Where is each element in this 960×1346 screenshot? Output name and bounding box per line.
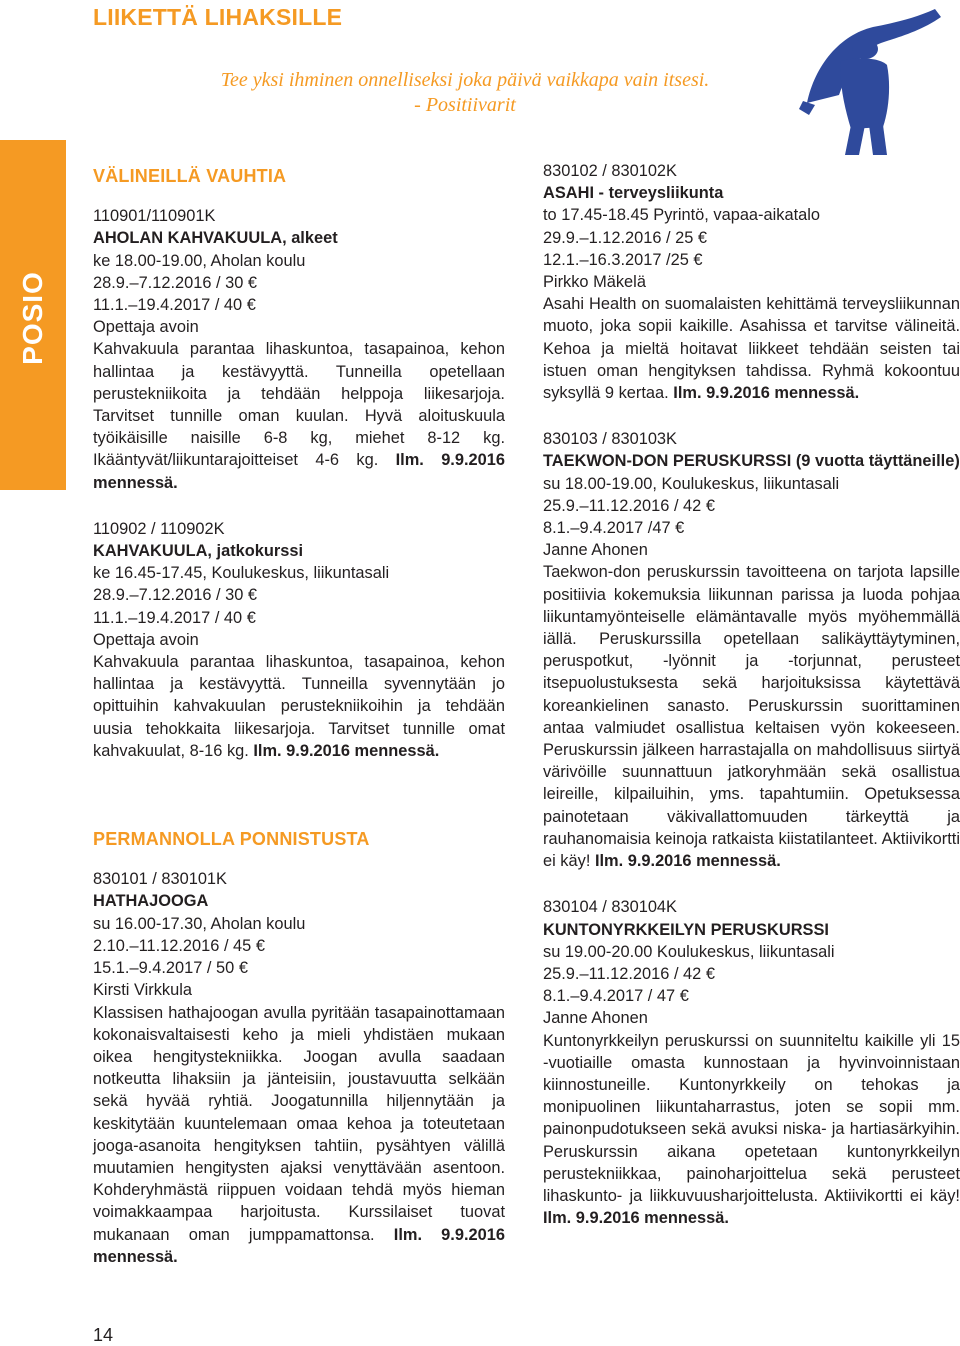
course-description-text: Klassisen hathajoogan avulla pyritään tasapainottamaan kokonaisvaltaisesti keho ja mieli yhdistäen mukaan oikea hengitystekniikka. Joogan avulla saadaan notkeutta lihaksiin ja jänteisiin, joustavuutta selkään sekä hyvää ryhtiä. Joogatunnilla hiljennytään ja keskitytään kuuntelemaan omaa kehoa ja toteutetaan jooga-asanoita hengityksen tahtiin, pysähtyen välillä muutamien hengitysten ajaksi venyttävään asentoon. Kohderyhmästä riippuen voidaan tehdä myös hieman voimakkaampaa harjoitusta. Kurssilaiset tuovat mukanaan oman jumppamattonsa. <box>93 1003 505 1244</box>
course-description <box>543 293 960 404</box>
section-title: LIIKETTÄ LIHAKSILLE <box>93 4 343 30</box>
course-teacher: Janne Ahonen <box>543 541 648 560</box>
course-title: AHOLAN KAHVAKUULA, alkeet <box>93 229 338 248</box>
course-deadline: Ilm. 9.9.2016 mennessä. <box>253 741 440 760</box>
course-description-text: Kahvakuula parantaa lihaskuntoa, tasapainoa, kehon hallintaa ja kestävyyttä. Tunneilla syvennytään jo opittuihin kahvakuulan perustekniikoihin ja tehdään uusia tehokkaita liikesarjoja. Tarvitset tunnille omat kahvakuulat, 8-16 kg. <box>93 653 505 760</box>
left-column <box>93 165 505 1292</box>
course-description <box>93 1002 505 1268</box>
quote <box>150 68 780 118</box>
course-title: ASAHI - terveysliikunta <box>543 184 724 203</box>
course-entry <box>93 868 505 1268</box>
quote-attribution: - Positiivarit <box>414 94 516 116</box>
course-period: 8.1.–9.4.2017 / 47 € <box>543 987 689 1006</box>
course-entry <box>543 428 960 872</box>
course-teacher: Pirkko Mäkelä <box>543 273 646 292</box>
course-deadline: Ilm. 9.9.2016 mennessä. <box>93 1225 505 1266</box>
course-time-place: ke 18.00-19.00, Aholan koulu <box>93 251 306 270</box>
course-code: 830103 / 830103K <box>543 430 677 449</box>
course-title: KAHVAKUULA, jatkokurssi <box>93 542 304 561</box>
course-description <box>543 561 960 872</box>
course-code: 830101 / 830101K <box>93 870 227 889</box>
course-period: 25.9.–11.12.2016 / 42 € <box>543 964 715 983</box>
course-period: 11.1.–19.4.2017 / 40 € <box>93 608 256 627</box>
course-code: 110901/110901K <box>93 207 216 226</box>
course-period: 25.9.–11.12.2016 / 42 € <box>543 496 715 515</box>
stretching-figure-logo <box>795 5 950 155</box>
spacer <box>93 786 505 828</box>
course-description <box>543 1030 960 1230</box>
side-tab-label: POSIO <box>17 271 48 365</box>
course-title: TAEKWON-DON PERUSKURSSI (9 vuotta täyttäneille) <box>543 452 960 471</box>
course-code: 830102 / 830102K <box>543 162 677 180</box>
right-column <box>543 160 960 1253</box>
course-deadline: Ilm. 9.9.2016 mennessä. <box>594 852 781 871</box>
course-description-text: Taekwon-don peruskurssin tavoitteena on tarjota lapsille positiivia kokemuksia liikunnan parissa ja luoda pohjaa liikuntamyönteiselle elämäntavalle myös myöhemmällä iällä. Peruskurssilla opetellaan salikäyttäytyminen, peruspotkut, -lyönnit ja -torjunnat, perusteet itsepuolustuksesta sekä harjoituksissa käytettävä koreankielinen sanasto. Peruskurssin suorittaminen antaa valmiudet osallistua keltaisen vyön kokeeseen. Peruskurssin jälkeen harrastajalla on mahdollisuus siirtyä värivöille suunnattuun jatkoryhmään sekä osallistua leireille, kilpailuihin, yms. tapahtumiin. Opetuksessa painotetaan väkivallattomuuden tärkeyttä ja rauhanomaisia keinoja ratkaista kiistatilanteet. Aktiivikortti ei käy! <box>543 563 960 871</box>
course-teacher: Opettaja avoin <box>93 318 199 337</box>
course-period: 2.10.–11.12.2016 / 45 € <box>93 936 265 955</box>
page-number: 14 <box>93 1325 114 1345</box>
course-period: 28.9.–7.12.2016 / 30 € <box>93 586 258 605</box>
course-teacher: Kirsti Virkkula <box>93 981 192 1000</box>
course-description-text: Kuntonyrkkeilyn peruskurssi on suunniteltu kaikille yli 15 -vuotiaille omasta kunnostaan ja hyvinvoinnistaan kiinnostuneille. Kuntonyrkkeily on tehokas ja monipuolinen liikuntaharrastus, joten se sopii mm. painonpudotukseen sekä avuksi niska- ja hartiasärkyihin. Peruskurssin aikana opetetaan kuntonyrkkeilyn perustekniikkaa, painoharjoittelua sekä perusteet lihaskunto- ja liikkuvuusharjoittelusta. Aktiivikortti ei käy! <box>543 1031 960 1205</box>
course-period: 12.1.–16.3.2017 /25 € <box>543 250 703 269</box>
course-deadline: Ilm. 9.9.2016 mennessä. <box>543 1209 729 1228</box>
course-description <box>93 338 505 493</box>
course-description <box>93 651 505 762</box>
course-entry <box>93 518 505 762</box>
course-teacher: Opettaja avoin <box>93 630 199 649</box>
course-description-text: Kahvakuula parantaa lihaskuntoa, tasapainoa, kehon hallintaa ja kestävyyttä. Tunneilla opetellaan perustekniikoita ja tehdään helppoja liikesarjoja. Tarvitset tunnille oman kuulan. Hyvä aloituskuula työikäisille naisille 6-8 kg, miehet 8-12 kg. Ikääntyvät/liikuntarajoitteiset 4-6 kg. <box>93 340 505 470</box>
course-deadline: Ilm. 9.9.2016 mennessä. <box>93 451 505 492</box>
course-title: KUNTONYRKKEILYN PERUSKURSSI <box>543 920 829 939</box>
course-code: 110902 / 110902K <box>93 519 225 538</box>
course-entry <box>93 205 505 494</box>
course-period: 28.9.–7.12.2016 / 30 € <box>93 273 258 292</box>
course-entry <box>543 160 960 404</box>
group-heading: PERMANNOLLA PONNISTUSTA <box>93 829 370 850</box>
course-code: 830104 / 830104K <box>543 898 677 917</box>
course-period: 15.1.–9.4.2017 / 50 € <box>93 959 248 978</box>
course-period: 29.9.–1.12.2016 / 25 € <box>543 228 708 247</box>
course-time-place: su 16.00-17.30, Aholan koulu <box>93 914 306 933</box>
course-period: 8.1.–9.4.2017 /47 € <box>543 519 685 538</box>
course-title: HATHAJOOGA <box>93 892 209 911</box>
course-entry <box>543 896 960 1229</box>
course-time-place: su 19.00-20.00 Koulukeskus, liikuntasali <box>543 942 835 961</box>
course-teacher: Janne Ahonen <box>543 1009 648 1028</box>
group-heading: VÄLINEILLÄ VAUHTIA <box>93 166 287 186</box>
course-time-place: ke 16.45-17.45, Koulukeskus, liikuntasali <box>93 564 390 583</box>
course-description-text: Asahi Health on suomalaisten kehittämä terveysliikunnan muoto, joka sopii kaikille. Asahissa et tarvitse välineitä. Kehoa ja mieltä hoitavat liikkeet tehdään seisten tai istuen oman hengityksen tahdissa. Ryhmä kokoontuu syksyllä 9 kertaa. <box>543 295 960 403</box>
course-time-place: su 18.00-19.00, Koulukeskus, liikuntasali <box>543 474 840 493</box>
course-time-place: to 17.45-18.45 Pyrintö, vapaa-aikatalo <box>543 206 821 225</box>
course-period: 11.1.–19.4.2017 / 40 € <box>93 296 256 315</box>
quote-text: Tee yksi ihminen onnelliseksi joka päivä vaikkapa vain itsesi. <box>220 69 710 91</box>
course-deadline: Ilm. 9.9.2016 mennessä. <box>673 384 860 403</box>
